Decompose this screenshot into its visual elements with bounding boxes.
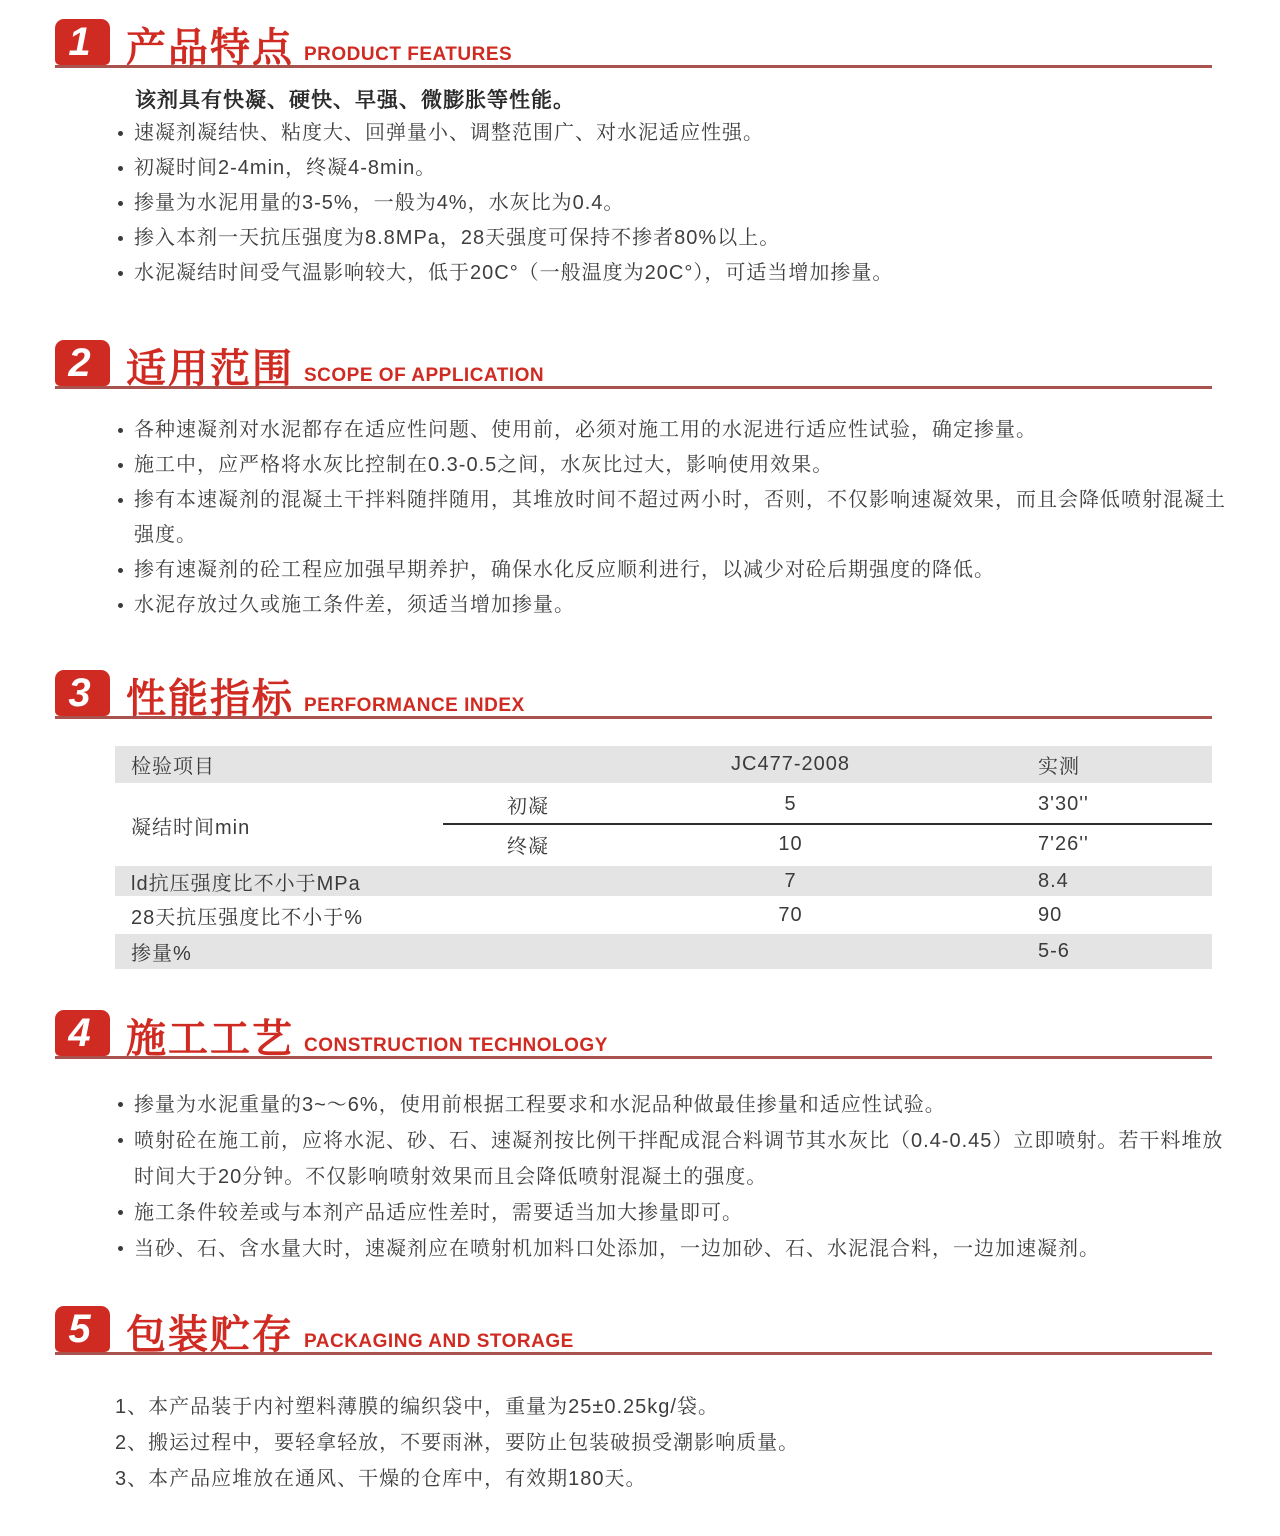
section-product-features — [55, 22, 1235, 291]
scope-item: 掺有速凝剂的砼工程应加强早期养护，确保水化反应顺利进行，以减少对砼后期强度的降低。 — [115, 553, 1237, 588]
scope-item: 掺有本速凝剂的混凝土干拌料随拌随用，其堆放时间不超过两小时，否则，不仅影响速凝效果，而且会降低喷射混凝土强度。 — [115, 483, 1237, 553]
table-row-dosage — [115, 932, 1212, 969]
cell-measured: 5-6 — [1038, 940, 1070, 962]
feature-item: 水泥凝结时间受气温影响较大，低于20C°（一般温度为20C°），可适当增加掺量。 — [115, 256, 1237, 291]
section-2-number-badge: 2 — [55, 340, 110, 386]
section-4-number-badge: 4 — [55, 1010, 110, 1056]
features-list — [115, 116, 1237, 291]
table-row-1d-strength — [115, 864, 1212, 898]
section-5-number-badge: 5 — [55, 1306, 110, 1352]
construction-item: 掺量为水泥重量的3~～6%，使用前根据工程要求和水泥品种做最佳掺量和适应性试验。 — [115, 1087, 1237, 1123]
header-cell-measured: 实测 — [1038, 756, 1080, 778]
section-3-title-cn: 性能指标 — [126, 677, 294, 721]
cell-standard: 5 — [784, 793, 797, 815]
section-5-title-cn: 包装贮存 — [126, 1313, 294, 1357]
section-3-number-badge: 3 — [55, 670, 110, 716]
packaging-item: 1、本产品装于内衬塑料薄膜的编织袋中，重量为25±0.25kg/袋。 — [115, 1396, 719, 1418]
section-4-header — [55, 1013, 1212, 1059]
section-packaging-storage — [55, 1309, 1235, 1497]
section-1-title-en: PRODUCT FEATURES — [304, 44, 513, 65]
scope-list — [115, 413, 1237, 623]
section-1-header — [55, 22, 1212, 68]
cell-label: ld抗压强度比不小于MPa — [131, 872, 361, 895]
cell-measured: 8.4 — [1038, 869, 1069, 892]
header-cell-standard: JC477-2008 — [731, 753, 850, 775]
section-3-header — [55, 673, 1212, 719]
cell-standard: 10 — [778, 833, 803, 855]
feature-item: 掺量为水泥用量的3-5%，一般为4%，水灰比为0.4。 — [115, 186, 1237, 221]
construction-item: 施工条件较差或与本剂产品适应性差时，需要适当加大掺量即可。 — [115, 1195, 1237, 1231]
setting-time-subrows — [443, 786, 1212, 864]
cell-measured: 7'26'' — [1038, 833, 1089, 855]
header-cell-item: 检验项目 — [131, 756, 215, 778]
cell-measured: 3'30'' — [1038, 793, 1089, 815]
packaging-item: 3、本产品应堆放在通风、干燥的仓库中，有效期180天。 — [115, 1468, 647, 1490]
construction-item: 喷射砼在施工前，应将水泥、砂、石、速凝剂按比例干拌配成混合料调节其水灰比（0.4-0.45）立即喷射。若干料堆放时间大于20分钟。不仅影响喷射效果而且会降低喷射混凝土的强度。 — [115, 1123, 1237, 1195]
cell-setting-time-label: 凝结时间min — [131, 816, 251, 839]
cell-label: 掺量% — [131, 943, 192, 965]
section-5-title-en: PACKAGING AND STORAGE — [304, 1331, 574, 1352]
features-intro: 该剂具有快凝、硬快、早强、微膨胀等性能。 — [135, 89, 575, 112]
section-4-title-cn: 施工工艺 — [126, 1017, 294, 1061]
scope-item: 各种速凝剂对水泥都存在适应性问题、使用前，必须对施工用的水泥进行适应性试验，确定掺量。 — [115, 413, 1237, 448]
cell-label: 28天抗压强度比不小于% — [131, 906, 364, 929]
cell-sub-name: 终凝 — [507, 836, 549, 858]
table-subrow-final-set — [443, 825, 1212, 864]
section-5-header — [55, 1309, 1212, 1355]
table-header-row — [115, 746, 1212, 786]
section-scope-of-application — [55, 343, 1235, 623]
construction-list — [115, 1087, 1237, 1267]
section-1-title-cn: 产品特点 — [126, 26, 294, 70]
construction-item: 当砂、石、含水量大时，速凝剂应在喷射机加料口处添加，一边加砂、石、水泥混合料，一边加速凝剂。 — [115, 1231, 1237, 1267]
cell-standard: 7 — [784, 869, 797, 892]
product-spec-sheet — [0, 22, 1280, 1497]
feature-item: 速凝剂凝结快、粘度大、回弹量小、调整范围广、对水泥适应性强。 — [115, 116, 1237, 151]
packaging-item: 2、搬运过程中，要轻拿轻放，不要雨淋，要防止包装破损受潮影响质量。 — [115, 1432, 800, 1454]
scope-item: 水泥存放过久或施工条件差，须适当增加掺量。 — [115, 588, 1237, 623]
cell-sub-name: 初凝 — [507, 796, 549, 818]
section-4-title-en: CONSTRUCTION TECHNOLOGY — [304, 1035, 608, 1056]
section-3-title-en: PERFORMANCE INDEX — [304, 695, 525, 716]
section-performance-index — [55, 673, 1235, 969]
section-construction-technology — [55, 1013, 1235, 1267]
performance-table — [115, 746, 1212, 969]
table-row-setting-time — [115, 786, 1212, 864]
table-subrow-initial-set — [443, 786, 1212, 825]
section-2-title-en: SCOPE OF APPLICATION — [304, 365, 545, 386]
cell-standard: 70 — [778, 903, 803, 926]
table-row-28d-strength — [115, 898, 1212, 932]
section-1-number-badge: 1 — [55, 19, 110, 65]
feature-item: 掺入本剂一天抗压强度为8.8MPa，28天强度可保持不掺者80%以上。 — [115, 221, 1237, 256]
scope-item: 施工中，应严格将水灰比控制在0.3-0.5之间，水灰比过大，影响使用效果。 — [115, 448, 1237, 483]
section-2-header — [55, 343, 1212, 389]
cell-measured: 90 — [1038, 903, 1063, 926]
packaging-list — [115, 1389, 1237, 1497]
feature-item: 初凝时间2-4min，终凝4-8min。 — [115, 151, 1237, 186]
section-2-title-cn: 适用范围 — [126, 347, 294, 391]
